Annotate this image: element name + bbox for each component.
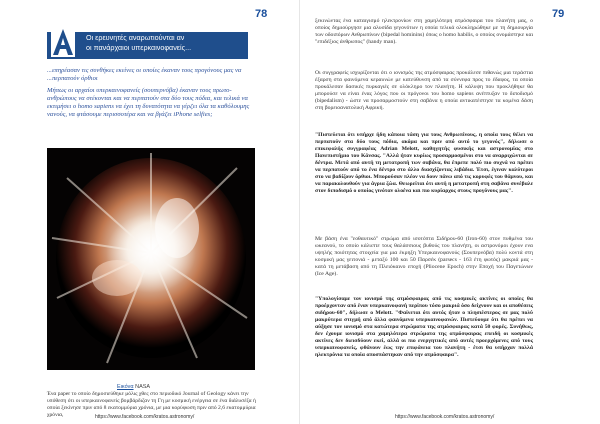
page-footer-url[interactable]: https://www.facebook.com/kratos.astronomy/ <box>395 414 495 420</box>
supernova-photo <box>47 148 255 370</box>
body-paragraph: Με βάση ένα "εοθαυτικό" στρώμα από ισοτόπτα Σιδήρου-60 (Iron-60) στον πυθμένα του ωκεανού, το οποίο κάλυπτε τους θαλάσσιους βυθούς του πλανήτη, οι αστρονόμοι έχουν ενα υψηλής ποιότητας στοιχεία για μια έκρηξη Υπερκαινοφανούς (Σουπερνόβα) πολύ κοντά στη κοσμική μας γειτονιά - μεταξύ 100 και 50 Παρσέκ (parsecs - 163 έτη φωτός) μακριά μας - κατά τη μετάβαση από τη Πλειόκαινο εποχή (Pliocene Epoch) στην Εποχή του Παγετώνων (Ice Age). <box>315 236 533 277</box>
quote-paragraph <box>315 132 533 195</box>
banner-line-1: Οι ερευνητές αναρωτιούνται αν <box>86 33 185 42</box>
body-paragraph: Οι συγγραφείς ισχυρίζονται ότι ο ιονισμός της ατμόσφαιρας προκάλεσε πιθανώς μια τεράστια έξαρση στα φαινόμενα κεραυνών με κατεύθυνση από τα σύννεφα προς το έδαφος, τα οποία προκάλεσαν δασικές πυρκαγιές σε ολόκληρο τον πλανήτη. Η κάλυψη που προκλήθηκε θα μπορούσε να είναι ένας λόγος που οι πρόγονοι του homo sapiens ανέπτυξαν το διποδισμό (bipedalism) - ώστε να προσαρμοστούν στη σαβάνα η οποία αντικατέστησε τα κομένα δάση στη βορειοανατολική Αφρική. <box>315 70 533 111</box>
body-paragraph: ξεκινώντας ένα καταιγισμό ηλεκτρονίων στη χαμηλότερη ατμόσφαιρα του πλανήτη μας, ο οποίος δημιούργησε μια αλυσίδα γεγονότων η οποία τελικά ολοκληρώθηκε με τη δημιουργία των οδοιπόρων Ανθρωπίνων (bipedal hominins) όπως ο homo habilis, ο οποίος ονομάστηκε και "επιδέξιος άνθρωπος" (handy man). <box>315 18 533 45</box>
right-page <box>300 0 600 424</box>
caption-link[interactable]: Εικόνα <box>117 384 134 390</box>
intro-text <box>47 67 255 123</box>
caption-source: NASA <box>135 384 151 390</box>
quote-text: "Πιστεύεται ότι υπήρχε ήδη κάποια τάση για τους Ανθρωπίνους, η οποία τους θέλει να περπατούν στα δύο τους πόδια, ακόμα και πριν από αυτό το γεγονός", δήλωσε ο επικεφαλής συγγραφέας Adrian Melott, καθηγητής φυσικής και αστρονομίας στο Πανεπιστήμιο του Κάνσας. "Αλλά ήταν κυρίως προσαρμοσμένοι στο να αναρριχώνται σε δέντρα. Μετά από αυτή τη μετατροπή των σαβάνα, θα έπρεπε πολύ πιο συχνά να πρέπει να περπατούν από το ένα δέντρο στο άλλο διασχίζοντας λιβάδια. Έτσι, έγιναν καλύτεροι στο να βαδίζουν όρθιοι. Μπορούσαν πλέον να δουν πάνω από τις κορυφές του θάμνου, και να παρακολουθούν για άγρια ζώα. Θεωρείται ότι αυτή η μετατροπή στη σαβάνα συνέβαλε στον διποδισμό ο οποίος γινόταν ολοένα και πιο κυρίαρχος στους προγόνους μας". <box>315 132 533 194</box>
photo-caption <box>117 384 150 390</box>
page-number: 79 <box>552 8 565 20</box>
quote-text: "Υπολογίσαμε τον ιονισμό της ατμόσφαιρας από τις κοσμικές ακτίνες οι οποίες θα προέρχονταν από έναν υπερκαινοφανή περίπου τόσο μακριά όσο δείχνουν και οι αποθέσεις σιδήρου-60", δήλωσε ο Melott. "Φαίνεται ότι αυτός ήταν ο πλησιέστερος σε μας πολύ μακρύτερα στιγμή από άλλα φαινόμενα υπερκαινοφανών. Πιστεύουμε ότι θα πρέπει να αύξησε τον ιονισμό στα κατώτερα στρώματα της ατμόσφαιρας κατά 50 φορές. Συνήθως, δεν έχουμε ιονισμό στα χαμηλότερα στρώματα της ατμόσφαιρας επειδή οι κοσμικές ακτίνες δεν διεισδύουν εκεί, αλλά οι πιο ενεργητικές από αυτές προερχόμενες από τους υπερκαινοφανείς, φθάνουν έως την επιφάνεια του πλανήτη - έτσι θα υπήρχαν πολλά ηλεκτρόνια τα οποία αποσπάστηκαν από την ατμόσφαιρα". <box>315 296 533 358</box>
intro-paragraph-2: Μήπως οι αρχαίοι υπερκαινοφανείς (σουπερνόβα) έκαναν τους πρωτο-ανθρώπους να στέκονται και να περπατούν στα δύο τους πόδια, και τελικά να εκτιμήσει ο homo sapiens να έχει τη δυνατότητα να γέρζει όλα τα καθόλουμης νανούς, να φτάσουμε περισσοτέρα και να βγάζει iPhone selfies; <box>47 87 250 118</box>
quote-paragraph <box>315 296 533 359</box>
supernova-image <box>47 148 255 370</box>
body-paragraph: Ένα paper το οποίο δημοσιεύθηκε μόλις χθες στο περιοδικό Journal of Geology κάνει την υπόθεση ότι οι υπερκαινοφανείς βομβάρδιζαν τη Γη με κοσμική ενέργεια σε ένα διάλυσέζα ή οποία ξεκίνησε πριν από 8 εκατομμύρια χρόνια, με μια κορύφωση πριν από 2,6 εκατομμύρια χρόνια, <box>47 391 256 418</box>
intro-paragraph-1: ...επηρέασαν τις συνθήκες εκείνες οι οποίες έκαναν τους προγόνους μας να ...περπατούν όρθιοι <box>47 67 242 82</box>
page-number: 78 <box>255 8 268 20</box>
magazine-logo-icon <box>51 27 75 57</box>
banner-title <box>86 33 246 53</box>
banner-line-2: οι πανάρχαιοι υπερκαινοφανείς... <box>86 43 192 52</box>
page-footer-url[interactable]: https://www.facebook.com/kratos.astronomy/ <box>95 414 195 420</box>
